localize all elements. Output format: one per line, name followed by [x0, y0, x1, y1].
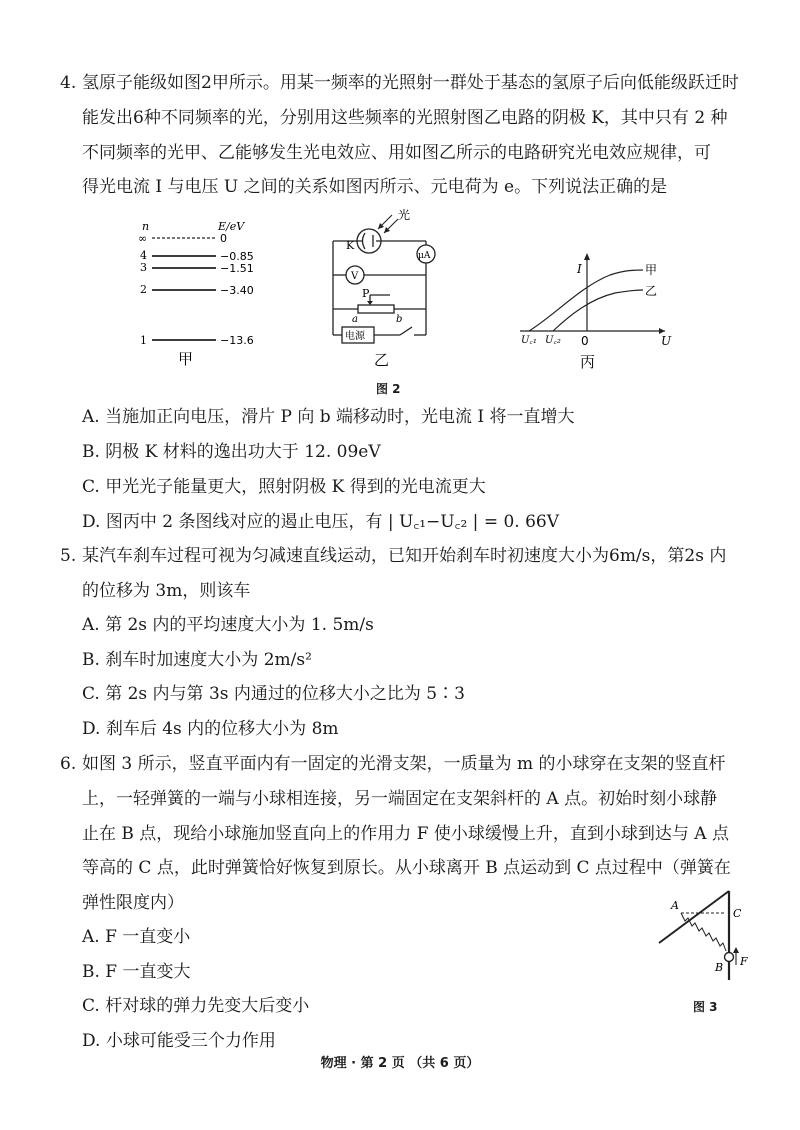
q5-number: 5.: [60, 546, 77, 566]
q4-stem-line-1: 氢原子能级如图2甲所示。用某一频率的光照射一群处于基态的氢原子后向低能级跃迁时: [82, 73, 739, 93]
q6-option-b[interactable]: B. F 一直变大: [82, 962, 191, 982]
source-label: 电源: [345, 331, 365, 342]
ammeter-label: μA: [418, 251, 431, 261]
q6-stem-line-3: 止在 B 点，现给小球施加竖直向上的作用力 F 使小球缓慢上升，直到小球到达与 A 点: [82, 824, 729, 844]
level-2-n: 2: [140, 283, 147, 296]
q4-stem-line-4: 得光电流 I 与电压 U 之间的关系如图丙所示、元电荷为 e。下列说法正确的是: [82, 177, 668, 197]
q5-option-c[interactable]: C. 第 2s 内与第 3s 内通过的位移大小之比为 5∶3: [82, 684, 465, 704]
level-1-n: 1: [140, 334, 147, 347]
curve-jia-label: 甲: [645, 263, 658, 277]
q6-option-a[interactable]: A. F 一直变小: [82, 927, 191, 947]
point-c-label: C: [733, 907, 742, 920]
point-b-label: B: [715, 961, 724, 974]
end-b-label: b: [396, 314, 403, 325]
q4-option-c[interactable]: C. 甲光光子能量更大，照射阴极 K 得到的光电流更大: [82, 477, 486, 497]
e-axis-label: E/eV: [218, 220, 245, 233]
q4-option-d[interactable]: D. 图丙中 2 条图线对应的遏止电压，有 | U꜀₁−U꜀₂ | = 0. 66V: [82, 512, 559, 532]
origin-label: 0: [581, 334, 589, 348]
level-3-e: −1.51: [220, 262, 254, 275]
q6-stem-line-5: 弹性限度内）: [82, 893, 184, 913]
end-a-label: a: [352, 314, 358, 325]
n-axis-label: n: [142, 220, 150, 233]
level-1-e: −13.6: [220, 334, 254, 347]
photoelectric-circuit: [318, 205, 443, 375]
q6-stem-line-1: 如图 3 所示，竖直平面内有一固定的光滑支架，一质量为 m 的小球穿在支架的竖直杆: [82, 754, 726, 774]
level-4-n: 4: [140, 249, 147, 262]
q6-option-c[interactable]: C. 杆对球的弹力先变大后变小: [82, 996, 310, 1016]
figure-3-caption: 图 3: [693, 1000, 718, 1014]
level-2-e: −3.40: [220, 284, 254, 297]
curve-yi: [553, 290, 643, 331]
energy-level-diagram: [130, 218, 270, 368]
q6-stem-line-2: 上，一轻弹簧的一端与小球相连接，另一端固定在支架斜杆的 A 点。初始时刻小球静: [82, 789, 718, 809]
u-axis-label: U: [661, 334, 672, 348]
figure-2-caption: 图 2: [376, 382, 401, 396]
curve-jia: [529, 270, 643, 331]
page-footer: 物理 · 第 2 页 （共 6 页）: [320, 1056, 480, 1071]
q4-option-a[interactable]: A. 当施加正向电压，滑片 P 向 b 端移动时，光电流 I 将一直增大: [82, 407, 575, 427]
q4-stem-line-2: 能发出6种不同频率的光，分别用这些频率的光照射图乙电路的阴极 K，其中只有 2 种: [82, 108, 728, 128]
uc2-label: U꜀₂: [545, 335, 561, 346]
uc1-label: U꜀₁: [521, 335, 537, 346]
q4-option-b[interactable]: B. 阴极 K 材料的逸出功大于 12. 09eV: [82, 442, 381, 462]
level-3-n: 3: [140, 261, 147, 274]
q6-stem-line-4: 等高的 C 点，此时弹簧恰好恢复到原长。从小球离开 B 点运动到 C 点过程中（弹簧在: [82, 858, 731, 878]
fig-yi-label: 乙: [374, 351, 390, 369]
cathode-label: K: [346, 239, 355, 252]
iu-graph: [515, 215, 675, 375]
force-f-label: F: [740, 955, 748, 968]
voltmeter-label: V: [351, 271, 359, 282]
q5-stem-line-1: 某汽车刹车过程可视为匀减速直线运动，已知开始刹车时初速度大小为6m/s，第2s 内: [82, 546, 727, 566]
light-label: 光: [398, 208, 411, 222]
q5-option-d[interactable]: D. 刹车后 4s 内的位移大小为 8m: [82, 719, 339, 739]
spring-support-figure: [655, 885, 765, 985]
q5-option-a[interactable]: A. 第 2s 内的平均速度大小为 1. 5m/s: [82, 615, 374, 635]
ball: [725, 953, 734, 962]
q6-option-d[interactable]: D. 小球可能受三个力作用: [82, 1031, 276, 1051]
spring: [681, 913, 726, 951]
level-inf-e: 0: [220, 232, 227, 245]
level-4-e: −0.85: [220, 250, 254, 263]
switch: [400, 327, 412, 335]
q5-stem-line-2: 的位移为 3m，则该车: [82, 581, 251, 601]
q6-number: 6.: [60, 754, 77, 774]
level-inf-n: ∞: [138, 232, 148, 245]
fig-bing-label: 丙: [580, 353, 596, 371]
fig-jia-label: 甲: [178, 350, 194, 368]
q4-number: 4.: [60, 73, 77, 93]
rheostat: [358, 305, 394, 313]
curve-yi-label: 乙: [645, 284, 658, 298]
slider-label: P: [362, 287, 370, 300]
i-axis-label: I: [577, 262, 582, 276]
point-a-label: A: [671, 899, 679, 912]
q5-option-b[interactable]: B. 刹车时加速度大小为 2m/s²: [82, 650, 312, 670]
inclined-rod: [659, 891, 729, 943]
q4-stem-line-3: 不同频率的光甲、乙能够发生光电效应、用如图乙所示的电路研究光电效应规律，可: [82, 143, 711, 163]
